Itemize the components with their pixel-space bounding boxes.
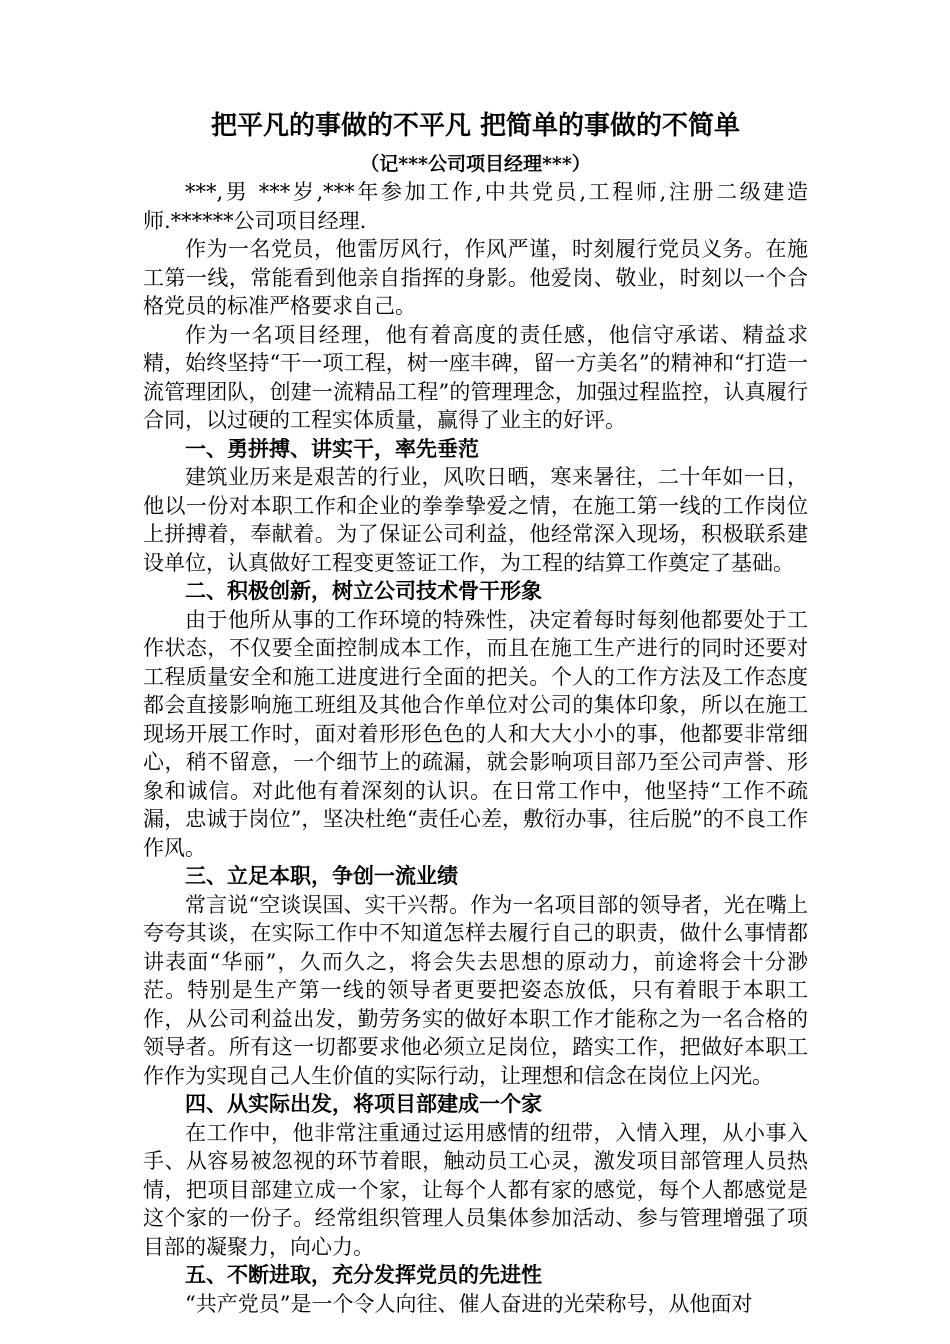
section-paragraph: 在工作中，他非常注重通过运用感情的纽带，入情入理，从小事入手、从容易被忽视的环节着眼，触动员工心灵，激发项目部管理人员热情，把项目部建立成一个家，让每个人都有家的感觉，每个人都感觉是这个家的一份子。经常组织管理人员集体参加活动、参与管理增强了项目部的凝聚力，向心力。 bbox=[143, 1120, 808, 1259]
section bbox=[143, 435, 808, 578]
section-paragraph: “共产党员”是一个令人向往、催人奋进的光荣称号，从他面对 bbox=[185, 1291, 753, 1316]
section-paragraph: 由于他所从事的工作环境的特殊性，决定着每时每刻他都要处于工作状态，不仅要全面控制成本工作，而且在施工生产进行的同时还要对工程质量安全和施工进度进行全面的把关。个人的工作方法及工作态度都会直接影响施工班组及其他合作单位对公司的集体印象，所以在施工现场开展工作时，面对着形形色色的人和大大小小的事，他都要非常细心，稍不留意，一个细节上的疏漏，就会影响项目部乃至公司声誉、形象和诚信。对此他有着深刻的认识。在日常工作中，他坚持“工作不疏漏，忠诚于岗位”，坚决杜绝“责任心差，敷衍办事，往后脱”的不良工作作风。 bbox=[143, 607, 808, 860]
document-subtitle: （记***公司项目经理***） bbox=[360, 153, 591, 175]
section-paragraph: 建筑业历来是艰苦的行业，风吹日晒，寒来暑往，二十年如一日，他以一份对本职工作和企业的拳拳挚爱之情，在施工第一线的工作岗位上拼搏着，奉献着。为了保证公司利益，他经常深入现场，积极联系建设单位，认真做好工程变更签证工作，为工程的结算工作奠定了基础。 bbox=[143, 465, 808, 575]
section bbox=[143, 577, 808, 862]
intro-paragraph: 作为一名党员，他雷厉风行，作风严谨，时刻履行党员义务。在施工第一线，常能看到他亲自指挥的身影。他爱岗、敬业，时刻以一个合格党员的标准严格要求自己。 bbox=[143, 237, 808, 318]
section-heading: 一、勇拼搏、讲实干，率先垂范 bbox=[185, 435, 479, 461]
section-heading: 四、从实际出发，将项目部建成一个家 bbox=[185, 1091, 542, 1116]
section-heading: 二、积极创新，树立公司技术骨干形象 bbox=[185, 578, 542, 603]
section bbox=[143, 1090, 808, 1261]
section bbox=[143, 1261, 808, 1318]
intro-paragraph: ***,男 ***岁,***年参加工作,中共党员,工程师,注册二级建造师.******公司项目经理. bbox=[143, 180, 808, 233]
section-paragraph: 常言说“空谈误国、实干兴帮。作为一名项目部的领导者，光在嘴上夸夸其谈，在实际工作中不知道怎样去履行自己的职责，做什么事情都讲表面“华丽”，久而久之，将会失去思想的原动力，前途将会十分渺茫。特别是生产第一线的领导者更要把姿态放低，只有着眼于本职工作，从公司利益出发，勤劳务实的做好本职工作才能称之为一名合格的领导者。所有这一切都要求他必须立足岗位，踏实工作，把做好本职工作作为实现自己人生价值的实际行动，让理想和信念在岗位上闪光。 bbox=[143, 892, 808, 1088]
document-title: 把平凡的事做的不平凡 把简单的事做的不简单 bbox=[210, 111, 741, 141]
section bbox=[143, 862, 808, 1090]
section-heading: 五、不断进取，充分发挥党员的先进性 bbox=[185, 1262, 542, 1287]
document-page bbox=[143, 100, 808, 1318]
section-heading: 三、立足本职，争创一流业绩 bbox=[185, 863, 458, 888]
intro-paragraph: 作为一名项目经理，他有着高度的责任感，他信守承诺、精益求精，始终坚持“干一项工程，树一座丰碑，留一方美名”的精神和“打造一流管理团队，创建一流精品工程”的管理理念，加强过程监控，认真履行合同，以过硬的工程实体质量，赢得了业主的好评。 bbox=[143, 322, 808, 432]
